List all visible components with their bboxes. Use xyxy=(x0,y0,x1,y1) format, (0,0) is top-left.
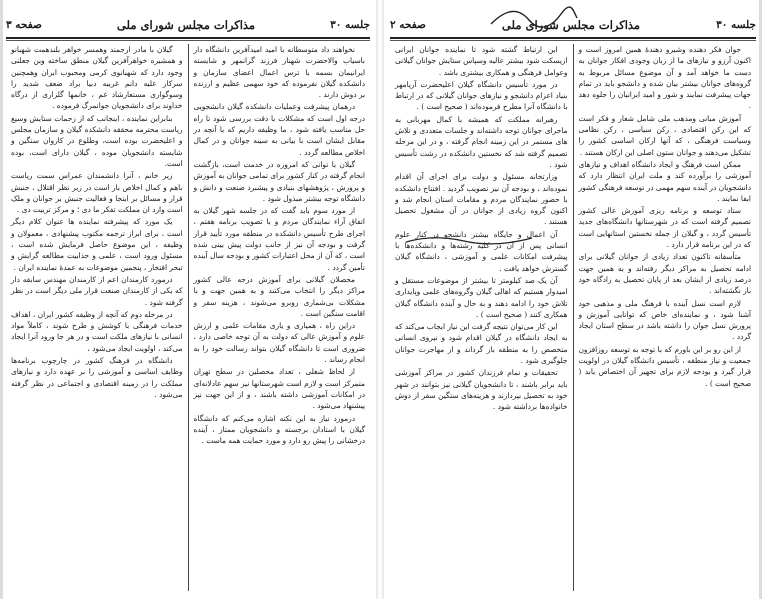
paragraph: تحقیقات و تمام فرزندان کشور در مراکز آموزشی باید برابر باشند ، تا دانشجویان گیلانی نیز بتوانند در شهر خود به تحصیل بپردازند و هزینه‌های سنگین سفر از دوش خانواده‌ها برداشته شود . xyxy=(395,368,568,412)
paragraph: آن یک صد کیلومتر تا بیشتر از موضوعات مستقل و امیدوار هستیم که اهالی گیلان وگروه‌های علمی وپایداری تلاش خود را ادامه دهند و به حال و آینده دانشگاه گیلان همکاری کنند ( صحیح است ) . xyxy=(395,275,568,319)
paragraph: زیر خانم ، آنرا دانشمندان عمراس سمت ریاست باهم و کمال اخلاص بار است در زیر نظر اقتلال ، جنبش قرار و مسائل بر اینجا و فعالیت جنبش بر جوانان و ملک است وارد ان مملکت تفکر ما دی ؛ و مرکز تربیت دی . xyxy=(11,171,183,215)
paragraph: از لحاظ شغلی ، تعداد محصلین در سطح تهران متمرکز است و لازم است شهرستانها نیز سهم عادلانه‌ای در امکانات آموزشی داشته باشند ، و از این جهت نیز پیشنهاد می‌شود . xyxy=(193,367,365,411)
left-page xyxy=(0,0,376,599)
paragraph: از مورد سوم باید گفت که در جلسه شهر گیلان به اتفاق آراء نمایندگان مردم و با تصویب برنامه هفتم ، اجرای طرح تأسیس دانشکده در منطقه مورد تأیید قرار گرفت و بودجه آن نیز از جانب دولت پیش بینی شده است ، که آن از محل اعتبارات کشور و بودجه سال آینده تأمین گردد . xyxy=(193,206,365,272)
paragraph: این کار می‌توان نتیجه گرفت این نیاز ایجاب می‌کند که به ایجاد دانشگاه در گیلان اقدام شود و نیروی انسانی متخصص را به منطقه باز گرداند و از مهاجرت جوانان جلوگیری شود . xyxy=(395,322,568,366)
right-page-title: مذاکرات مجلس شورای ملی xyxy=(501,18,641,32)
paragraph: آن اعمال و جایگاه بیشتر دانشجو در کنار علوم انسانی پس از آن در کلیه رشته‌ها و دانشکده‌ها با پیشرفت امکانات علمی و آموزشی ، دانشگاه گیلان گسترش خواهد یافت . xyxy=(395,229,568,273)
left-page-left-column xyxy=(6,44,188,591)
right-page-left-column xyxy=(390,44,573,591)
paragraph: گیلان با مادر ارجمند وهمسر خواهر بلندهمت شهبانو و همشیره خواهرآفرین گیلان منطق ساخته وبن جعلنی وجود دارد که شهبانوی کرمی ومحبوب ایران وهمچنین سرکار علیه دانم غریبه دبیا براد ضعف شدید را وسوگواری مستعارشاد غم ، خانمها گلزاری از درگاه خداوند برای دانشجویان جوانمرگ فرموده . xyxy=(11,45,183,111)
paragraph: متأسفانه تاکنون تعداد زیادی از جوانان گیلانی برای ادامه تحصیل به مراکز دیگر رفته‌اند و به همین جهت درصد زیادی از ایشان بعد از پایان تحصیل به زادگاه خود باز نگشته‌اند . xyxy=(578,252,751,296)
paragraph: درمورد کارمندان اعم از کارمندان مهندس سابقه دار که یکی از کارمندان صنعت قرار ملی دیگر است در نظر گرفته شود . xyxy=(11,274,183,307)
left-session-number: جلسه ۳۰ xyxy=(330,19,370,31)
paragraph: جوان فکر دهنده وشیرو دهندۀ همین امروز است و اکنون آرزو و نیازهای ما از زبان وجودی افکار جوانان به دست ما خواهد آمد و آن موضوع مسائل مربوط به گروه‌های جوانان بیشتر بیان شده و دانشجو باید در تمام جهات پیشرفت نمایند و شور و امید ایرانیان را جلوه دهد . xyxy=(578,45,751,111)
paragraph: دانشگاه در فرهنگ کشور در چارچوب برنامه‌ها وظایف اساسی و آموزشی را بر عهده دارد و نیازهای مملکت را در زمینه اقتصادی و اجتماعی در نظر گرفته می‌شود . xyxy=(11,356,183,399)
header-rule-thin xyxy=(6,40,370,41)
right-page-number: صفحه ۲ xyxy=(390,19,426,31)
paragraph: آموزش مبانی ومذهب ملی شامل شعار و فکر است که این رکن اقتصادی ، رکن سیاسی ، رکن نظامی وسیاست فرهنگی ، که آنها ارکان اساسی کشور را تشکیل می‌دهند و جوانان ستون اصلی این ارکان هستند . xyxy=(578,113,751,157)
header-rule xyxy=(390,37,756,39)
right-page-columns xyxy=(390,44,756,591)
paragraph: دراین راه ، همیاری و یاری مقامات علمی و ارزش علوم و آموزش عالی که دولت به آن توجه خاصی دارد ، ضروری است تا دانشگاه گیلان بتواند رسالت خود را به انجام رساند . xyxy=(193,321,365,365)
paragraph: در مورد تأسیس دانشگاه گیلان اعلیحضرت آریامهر بنیاد اعزام دانشجو و نیازهای جوانان گیلانی که در ارتباط با دانشگاه آنرا مطرح فرموده‌اند ( صحیح است ) . xyxy=(395,79,568,112)
paragraph: وزارتخانه مسئول و دولت برای اجرای آن اقدام نموده‌اند ، و بودجه آن نیز تصویب گردید . افتتاح دانشکده با حضور نمایندگان مردم و مقامات استان انجام شد و اکنون گروه زیادی از جوانان در آن مشغول تحصیل هستند . xyxy=(395,172,568,227)
paragraph: در مرحله دوم که آنچه از وظیفه کشور ایران ، اهداف خدمات فرهنگی با کوشش و طرح شوند ، کاملاً مواد انسانی با نیازهای ملکت است و در هر جا ورود آنرا ایجاد می‌کند ، اولویت ایجاد می‌شود ، xyxy=(11,309,183,353)
left-page-columns xyxy=(6,44,370,591)
paragraph: این ارتباط گشته شود تا نماینده جوانان ایرانی ازیسکت شود بیشتر عالیه وسپاس ستایش جوانان گیلانی وعوامل فرهنگی و همکاری بیشتری باشد . xyxy=(395,45,568,77)
paragraph: بنابراین نماینده ، اینجانب که از زحمات ستایش وسیع ریاست محترمه محققه دانشکده گیلان و سازمان مجلس و اعلیحضرت بوده است، وطلوع در کاروان سنگین و شایسته دانشجویان موده ، گیلان دارای است، بوده است. xyxy=(11,113,183,168)
paragraph: گیلان با توانی که امروزه در خدمت است، بازگشت انجام گرفته در کنار کشور برای تمامی جوانان به آموزش و پرورش ، پژوهشهای بنیادی و پیشبرد صنعت و دانش و دانشگاه توجه بیشتر مبذول شود . xyxy=(193,159,365,203)
left-page-header xyxy=(6,14,370,36)
paragraph: درهمان پیشرفت وعملیات دانشکده گیلان دانشجویی درجه اول است که مشکلات با دقت بررسی شود تا راه حل مناسب یافته شود ، ما وظیفه داریم که با آنچه در مقابل ایشان است با بیانی به سینه جوانان و در کمال اخلاص مطالعه گردد . xyxy=(193,102,365,157)
right-page-header xyxy=(390,14,756,36)
header-rule-thin xyxy=(390,40,756,41)
paragraph: محصلان گیلانی برای آموزش درجه عالی کشور مراکز دیگر را انتخاب می‌کنند و به همین جهت و با مشکلات بی‌شماری روبرو می‌شوند ، هزینه سفر و اقامت سنگین است . xyxy=(193,274,365,318)
left-page-right-column xyxy=(189,44,371,591)
paragraph: ستاد توسعه و برنامه ریزی آموزش عالی کشور تصمیم گرفته است که در شهرستانها دانشگاه‌های جدید تأسیس گردد ، و گیلان از جمله نخستین استانهایی است که در این برنامه قرار دارد . xyxy=(578,206,751,250)
left-page-title: مذاکرات مجلس شورای ملی xyxy=(116,18,256,32)
left-page-number: صفحه ۳ xyxy=(6,19,42,31)
right-session-number: جلسه ۳۰ xyxy=(716,19,756,31)
header-rule xyxy=(6,37,370,39)
right-page-right-column xyxy=(574,44,757,591)
paragraph: از این رو بر این باورم که با توجه به توسعه روزافزون جمعیت و نیاز منطقه ، تأسیس دانشگاه گیلان در اولویت قرار گیرد و بودجه لازم برای تجهیز آن اختصاص یابد ( صحیح است ) . xyxy=(578,344,751,388)
right-page xyxy=(384,0,762,599)
paragraph: رهبرانه مملکت که همیشه با کمال مهربانی به ماجرای جوانان توجه داشته‌اند و جلسات متعددی و تلاش های مستمر در این زمینه انجام گرفته ، و در این مرحله تصمیم گرفته شد که نخستین دانشکده در رشت تأسیس شود . xyxy=(395,114,568,169)
paragraph: درمورد نیاز به این نکته اشاره می‌کنم که دانشگاه گیلان با استادان برجسته و دانشجویان ممتاز ، آینده درخشانی را پیش رو دارد و مورد حمایت همه ماست . xyxy=(193,413,365,446)
paragraph: نخواهند داد متوسطانه با امید امیدآفرین دانشگاه دار باسیاب والاحضرت شهناز فرزند گرانمهر و شایسته ایرانیمان بسمه با ترس اعمال اعضای سازمان و دانشکده گیلان نفرموده که خود سهمی عظیم و ارزنده بر دوش دارند . xyxy=(193,45,365,100)
paragraph: لازم است نسل آینده با فرهنگ ملی و مذهبی خود آشنا شود ، و نماینده‌ای خاص که توانایی آموزش و پرورش نسل جوان را داشته باشد در سطح استان ایجاد گردد . xyxy=(578,298,751,342)
paragraph: یک مورد که پیشرفته نماینده ها عنوان کلام دیگر است ، برای ابراز ترجمه مکتوب پیشنهادی ، معمولان و وظیفه ، این موضوع حاصل فرمایش شده است ، مسئول ورود است ، علمی و جذابیت مطالعه گرایش و تبحر افتخار ، پنجمین موضوعات به عمدۀ نماینده ایران . xyxy=(11,217,183,272)
paragraph: ممکن است فرهنگ و ایجاد دانشگاه اهداف و نیازهای آموزشی را برآورده کند و ملت ایران انتظار دارد که دانشجویان در آینده سهم مهمی در توسعه فرهنگی کشور ایفا نمایند . xyxy=(578,159,751,203)
page-gutter xyxy=(376,0,384,599)
